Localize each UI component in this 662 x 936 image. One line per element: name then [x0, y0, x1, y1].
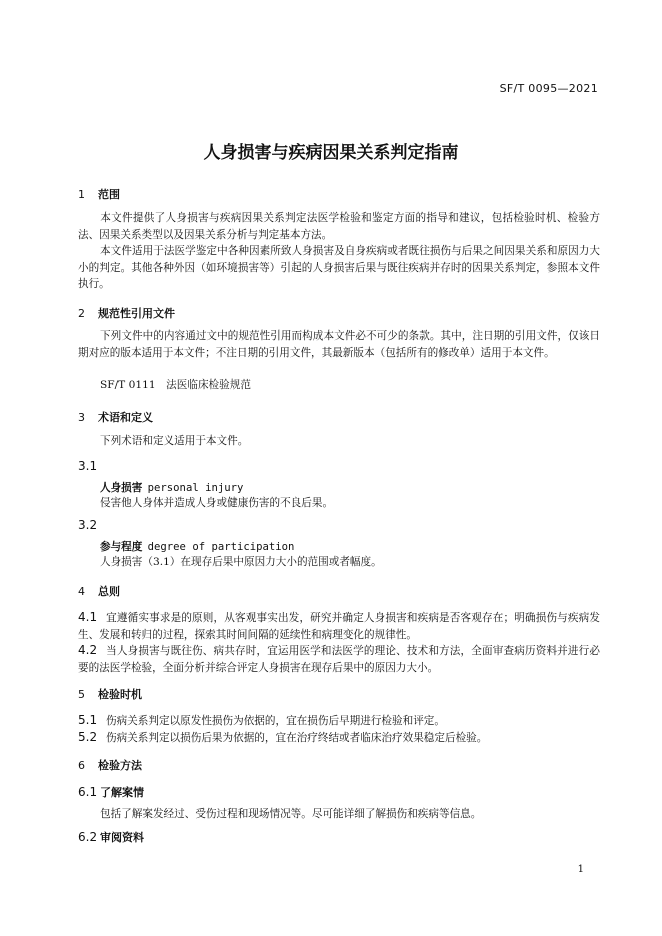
section-title: 检验方法	[98, 759, 142, 772]
subsection-number: 6.1	[78, 785, 98, 799]
clause-text: 当人身损害与既往伤、病共存时，宜运用医学和法医学的理论、技术和方法，全面审查病历资料并进行必要的法医学检验，全面分析并综合评定人身损害在现存后果中的原因力大小。	[78, 645, 600, 674]
term-chinese: 参与程度	[100, 541, 143, 553]
clause-text: 宜遵循实事求是的原则，从客观事实出发，研究并确定人身损害和疾病是否客观存在；明确损伤与疾病发生、发展和转归的过程，探索其时间间隔的延续性和病理变化的规律性。	[78, 612, 600, 641]
section-title: 检验时机	[98, 688, 142, 701]
reference-entry	[78, 377, 600, 394]
section-heading-5	[78, 686, 142, 702]
paragraph-terms-intro	[78, 433, 600, 450]
clause-4-2	[78, 642, 600, 676]
term-definition-3-2: 人身损害（3.1）在现存后果中原因力大小的范围或者幅度。	[100, 556, 382, 568]
clause-number: 4.2	[78, 643, 98, 657]
clause-number: 5.2	[78, 730, 98, 744]
clause-text: 伤病关系判定以原发性损伤为依据的，宜在损伤后早期进行检验和评定。	[106, 715, 445, 727]
reference-text: SF/T 0111 法医临床检验规范	[100, 379, 251, 391]
section-title: 规范性引用文件	[98, 307, 175, 320]
section-heading-6	[78, 757, 142, 773]
term-chinese: 人身损害	[100, 482, 143, 494]
section-title: 范围	[98, 188, 120, 201]
subsection-heading-6-2	[78, 829, 144, 845]
paragraph-text: 包括了解案发经过、受伤过程和现场情况等。尽可能详细了解损伤和疾病等信息。	[100, 808, 482, 820]
clause-number: 4.1	[78, 610, 98, 624]
subsection-heading-6-1	[78, 784, 144, 800]
clause-4-1	[78, 609, 600, 643]
clause-5-2	[78, 729, 600, 747]
term-number-3-1: 3.1	[78, 459, 98, 473]
paragraph-text: 本文件适用于法医学鉴定中各种因素所致人身损害及自身疾病或者既往损伤与后果之间因果关系和原因力大小的判定。其他各种外因（如环境损害等）引起的人身损害后果与既往疾病并存时的因果关系判定，参照本文件执行。	[78, 245, 600, 290]
section-title: 总则	[98, 585, 120, 598]
paragraph-6-1	[78, 806, 600, 823]
paragraph-text: 本文件提供了人身损害与疾病因果关系判定法医学检验和鉴定方面的指导和建议，包括检验时机、检验方法、因果关系类型以及因果关系分析与判定基本方法。	[78, 212, 600, 241]
term-number-3-2: 3.2	[78, 518, 98, 532]
subsection-title: 审阅资料	[100, 831, 144, 844]
paragraph-text: 下列文件中的内容通过文中的规范性引用而构成本文件必不可少的条款。其中，注日期的引用文件，仅该日期对应的版本适用于本文件；不注日期的引用文件，其最新版本（包括所有的修改单）适用于本文件。	[78, 330, 600, 359]
page-number: 1	[577, 864, 584, 875]
clause-5-1	[78, 712, 600, 730]
paragraph-text: 下列术语和定义适用于本文件。	[100, 435, 249, 447]
section-heading-1	[78, 186, 120, 202]
clause-text: 伤病关系判定以损伤后果为依据的，宜在治疗终结或者临床治疗效果稳定后检验。	[106, 732, 488, 744]
term-definition-3-1: 侵害他人身体并造成人身或健康伤害的不良后果。	[100, 497, 334, 509]
section-heading-4	[78, 583, 120, 599]
section-number: 6	[78, 759, 85, 772]
section-number: 1	[78, 188, 85, 201]
term-english: personal injury	[147, 482, 244, 494]
subsection-title: 了解案情	[100, 786, 144, 799]
page-title: 人身损害与疾病因果关系判定指南	[203, 143, 459, 163]
section-number: 5	[78, 688, 85, 701]
clause-number: 5.1	[78, 713, 98, 727]
section-heading-3	[78, 409, 153, 425]
section-number: 3	[78, 411, 85, 424]
paragraph-scope-1	[78, 210, 600, 243]
subsection-number: 6.2	[78, 830, 98, 844]
paragraph-references	[78, 328, 600, 361]
section-number: 4	[78, 585, 85, 598]
paragraph-scope-2	[78, 243, 600, 293]
standard-number: SF/T 0095—2021	[499, 82, 598, 95]
section-heading-2	[78, 305, 175, 321]
section-title: 术语和定义	[98, 411, 153, 424]
section-number: 2	[78, 307, 85, 320]
term-english: degree of participation	[147, 541, 295, 553]
